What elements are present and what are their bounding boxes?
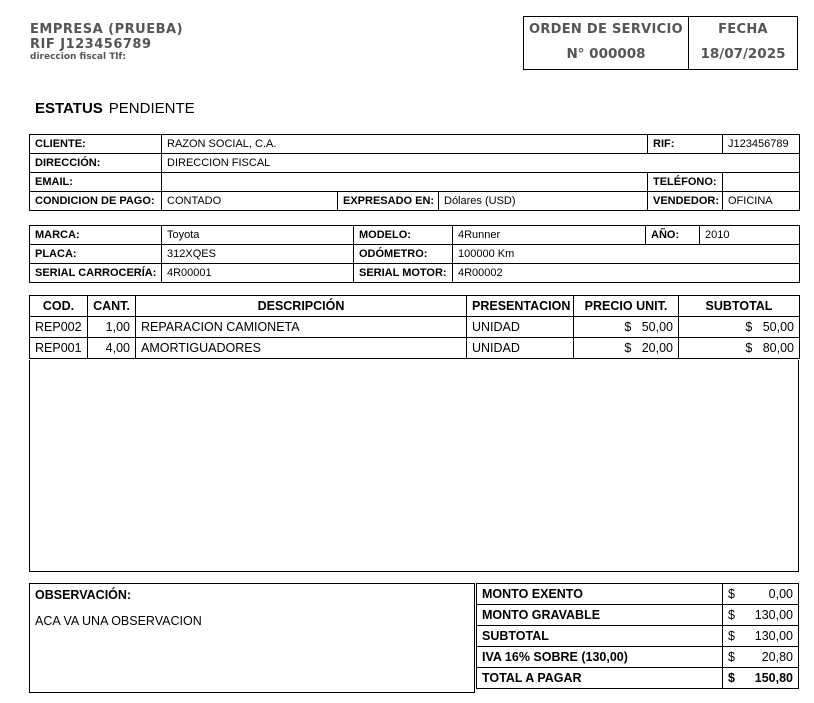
order-title: ORDEN DE SERVICIO <box>528 22 684 37</box>
company-rif: RIF J123456789 <box>30 37 152 52</box>
item-desc: REPARACION CAMIONETA <box>136 317 467 338</box>
item-cant: 4,00 <box>88 338 136 359</box>
year-value: 2010 <box>700 226 800 245</box>
engine-serial-value: 4R00002 <box>453 264 800 283</box>
item-cod: REP001 <box>30 338 88 359</box>
subtotal-amount <box>723 626 799 647</box>
item-cod: REP002 <box>30 317 88 338</box>
currency-symbol: $ <box>624 341 632 355</box>
col-header-pres: PRESENTACION <box>467 296 574 317</box>
order-number: N° 000008 <box>566 46 646 62</box>
item-pres: UNIDAD <box>467 317 574 338</box>
order-box <box>523 16 798 70</box>
client-table <box>29 134 800 211</box>
rif-label: RIF: <box>648 135 723 154</box>
body-serial-label: SERIAL CARROCERÍA: <box>30 264 162 283</box>
observation-box <box>29 583 475 693</box>
table-row <box>30 338 800 359</box>
total-label: TOTAL A PAGAR <box>477 668 723 689</box>
col-header-desc: DESCRIPCIÓN <box>136 296 467 317</box>
payment-label: CONDICION DE PAGO: <box>30 192 162 211</box>
order-date: 18/07/2025 <box>700 46 786 62</box>
col-header-price: PRECIO UNIT. <box>574 296 679 317</box>
item-subtotal-value: 80,00 <box>762 341 794 355</box>
items-empty-area <box>29 360 799 572</box>
currency-label: EXPRESADO EN: <box>338 192 439 211</box>
observation-label: OBSERVACIÓN: <box>35 588 132 602</box>
table-row <box>477 668 799 689</box>
phone-value <box>723 173 800 192</box>
company-name: EMPRESA (PRUEBA) <box>30 22 184 37</box>
order-number-cell <box>524 17 689 69</box>
table-row <box>477 647 799 668</box>
col-header-subtotal: SUBTOTAL <box>679 296 800 317</box>
table-row <box>30 226 800 245</box>
address-label: DIRECCIÓN: <box>30 154 162 173</box>
table-row <box>30 317 800 338</box>
plate-value: 312XQES <box>162 245 354 264</box>
taxable-value: 130,00 <box>754 608 793 622</box>
date-label: FECHA <box>718 22 768 37</box>
seller-value: OFICINA <box>723 192 800 211</box>
item-price-value: 50,00 <box>641 320 673 334</box>
table-row <box>477 626 799 647</box>
address-value: DIRECCION FISCAL <box>162 154 800 173</box>
item-subtotal <box>679 317 800 338</box>
status-line <box>35 100 195 117</box>
item-subtotal-value: 50,00 <box>762 320 794 334</box>
currency-symbol: $ <box>745 341 753 355</box>
rif-value: J123456789 <box>723 135 800 154</box>
body-serial-value: 4R00001 <box>162 264 354 283</box>
vehicle-table <box>29 225 800 283</box>
phone-label: TELÉFONO: <box>648 173 723 192</box>
currency-value: Dólares (USD) <box>439 192 648 211</box>
currency-symbol: $ <box>728 650 735 664</box>
total-value: 150,80 <box>754 671 793 685</box>
item-cant: 1,00 <box>88 317 136 338</box>
totals-table <box>476 583 799 689</box>
client-value: RAZON SOCIAL, C.A. <box>162 135 648 154</box>
item-price <box>574 317 679 338</box>
currency-symbol: $ <box>728 629 735 643</box>
total-amount <box>723 668 799 689</box>
iva-label: IVA 16% SOBRE (130,00) <box>477 647 723 668</box>
table-row <box>30 154 800 173</box>
exempt-value: 0,00 <box>768 587 793 601</box>
col-header-cod: COD. <box>30 296 88 317</box>
subtotal-value: 130,00 <box>754 629 793 643</box>
email-value <box>162 173 648 192</box>
order-date-cell <box>689 17 797 69</box>
item-pres: UNIDAD <box>467 338 574 359</box>
items-table <box>29 295 800 359</box>
exempt-amount <box>723 584 799 605</box>
company-header <box>30 22 183 63</box>
taxable-label: MONTO GRAVABLE <box>477 605 723 626</box>
currency-symbol: $ <box>728 608 735 622</box>
item-subtotal <box>679 338 800 359</box>
iva-amount <box>723 647 799 668</box>
item-desc: AMORTIGUADORES <box>136 338 467 359</box>
currency-symbol: $ <box>728 587 735 601</box>
currency-symbol: $ <box>745 320 753 334</box>
engine-serial-label: SERIAL MOTOR: <box>354 264 453 283</box>
brand-value: Toyota <box>162 226 354 245</box>
table-row <box>30 173 800 192</box>
table-row <box>30 245 800 264</box>
iva-value: 20,80 <box>761 650 793 664</box>
currency-symbol: $ <box>624 320 632 334</box>
email-label: EMAIL: <box>30 173 162 192</box>
taxable-amount <box>723 605 799 626</box>
item-price-value: 20,00 <box>641 341 673 355</box>
model-value: 4Runner <box>453 226 646 245</box>
status-label: ESTATUS <box>35 100 103 117</box>
plate-label: PLACA: <box>30 245 162 264</box>
table-row <box>477 605 799 626</box>
item-price <box>574 338 679 359</box>
table-row <box>30 192 800 211</box>
year-label: AÑO: <box>646 226 700 245</box>
odometer-value: 100000 Km <box>453 245 800 264</box>
table-row <box>30 135 800 154</box>
currency-symbol: $ <box>728 671 735 685</box>
subtotal-label: SUBTOTAL <box>477 626 723 647</box>
status-value: PENDIENTE <box>108 100 195 117</box>
brand-label: MARCA: <box>30 226 162 245</box>
odometer-label: ODÓMETRO: <box>354 245 453 264</box>
items-header-row <box>30 296 800 317</box>
table-row <box>477 584 799 605</box>
model-label: MODELO: <box>354 226 453 245</box>
client-label: CLIENTE: <box>30 135 162 154</box>
seller-label: VENDEDOR: <box>648 192 723 211</box>
observation-text: ACA VA UNA OBSERVACION <box>35 614 202 628</box>
col-header-cant: CANT. <box>88 296 136 317</box>
payment-value: CONTADO <box>162 192 338 211</box>
table-row <box>30 264 800 283</box>
exempt-label: MONTO EXENTO <box>477 584 723 605</box>
company-address: direccion fiscal Tlf: <box>30 52 126 62</box>
